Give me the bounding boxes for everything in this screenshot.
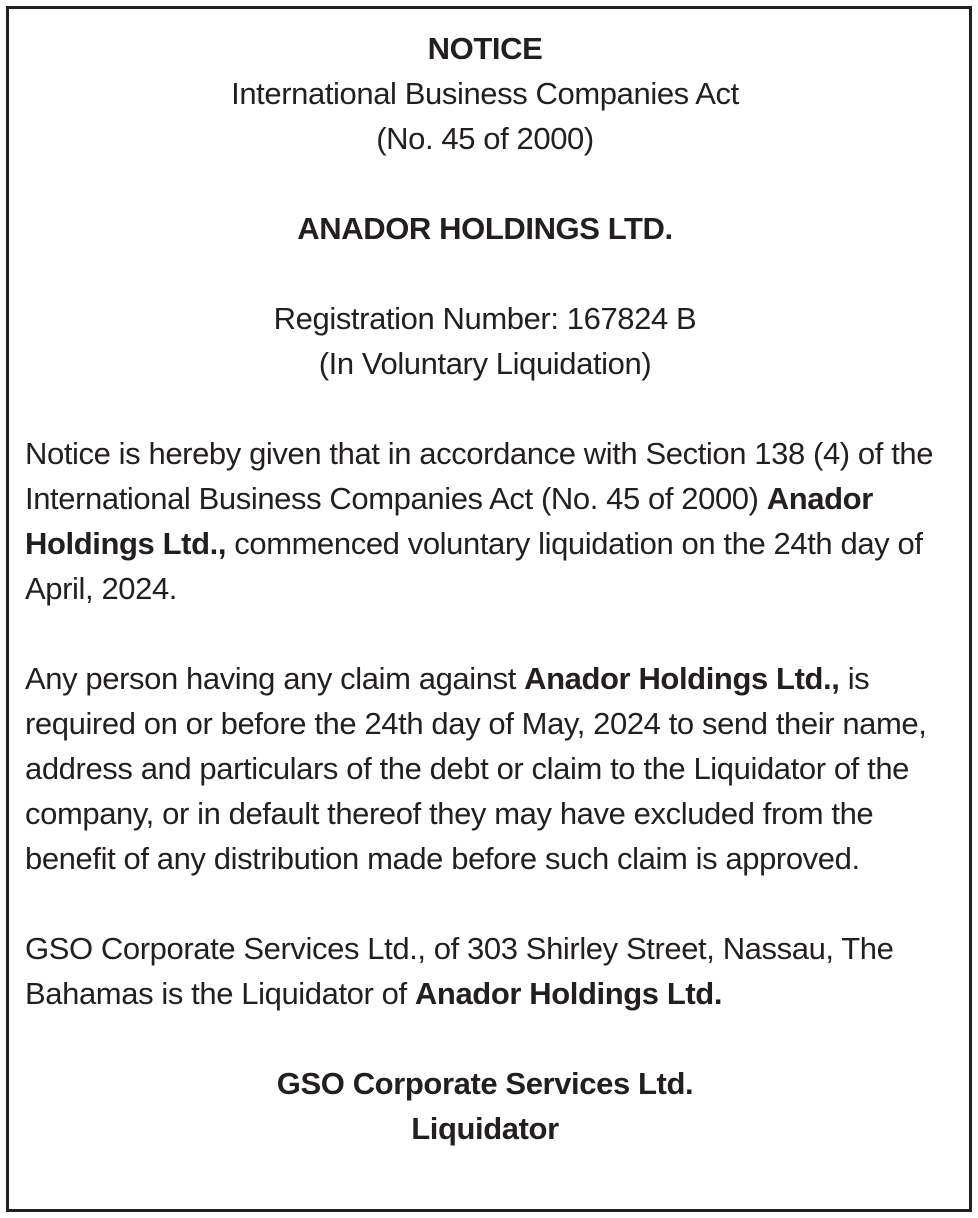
spacer xyxy=(25,161,945,206)
paragraph-commencement xyxy=(25,431,945,611)
paragraph-liquidator xyxy=(25,926,945,1016)
spacer xyxy=(25,251,945,296)
company-title-text: ANADOR HOLDINGS LTD. xyxy=(297,211,673,246)
paragraph-commencement-company: Anador Holdings Ltd., xyxy=(25,481,873,561)
act-number: (No. 45 of 2000) xyxy=(376,121,594,156)
notice-heading xyxy=(25,26,945,71)
paragraph-liquidator-company: Anador Holdings Ltd. xyxy=(414,976,723,1011)
signatory-name-text: GSO Corporate Services Ltd. xyxy=(276,1066,694,1101)
signatory-name xyxy=(25,1061,945,1106)
paragraph-commencement-text-b: commenced voluntary liquidation on the 24th day of April, 2024. xyxy=(25,526,923,606)
paragraph-claims xyxy=(25,656,945,881)
paragraph-liquidator-text-a: GSO Corporate Services Ltd., of 303 Shirley Street, Nassau, The Bahamas is the Liquidator of xyxy=(25,931,894,1011)
company-title xyxy=(25,206,945,251)
spacer xyxy=(25,611,945,656)
paragraph-claims-company: Anador Holdings Ltd., xyxy=(524,661,840,696)
notice-content xyxy=(25,26,945,1151)
paragraph-claims-text-b: is required on or before the 24th day of May, 2024 to send their name, address and particulars of the debt or claim to the Liquidator of the company, or in default thereof they may have excluded from the benefit of any distribution made before such claim is approved. xyxy=(25,661,927,876)
act-name: International Business Companies Act xyxy=(231,76,739,111)
registration-number: Registration Number: 167824 B xyxy=(273,301,697,336)
liquidation-status: (In Voluntary Liquidation) xyxy=(318,346,652,381)
notice-heading-text: NOTICE xyxy=(427,31,543,66)
paragraph-claims-text-a: Any person having any claim against xyxy=(25,661,525,696)
paragraph-commencement-text-a: Notice is hereby given that in accordance with Section 138 (4) of the International Business Companies Act (No. 45 of 2000) xyxy=(25,436,934,516)
spacer xyxy=(25,386,945,431)
signatory-role xyxy=(25,1106,945,1151)
spacer xyxy=(25,1016,945,1061)
spacer xyxy=(25,881,945,926)
signatory-role-text: Liquidator xyxy=(411,1111,559,1146)
